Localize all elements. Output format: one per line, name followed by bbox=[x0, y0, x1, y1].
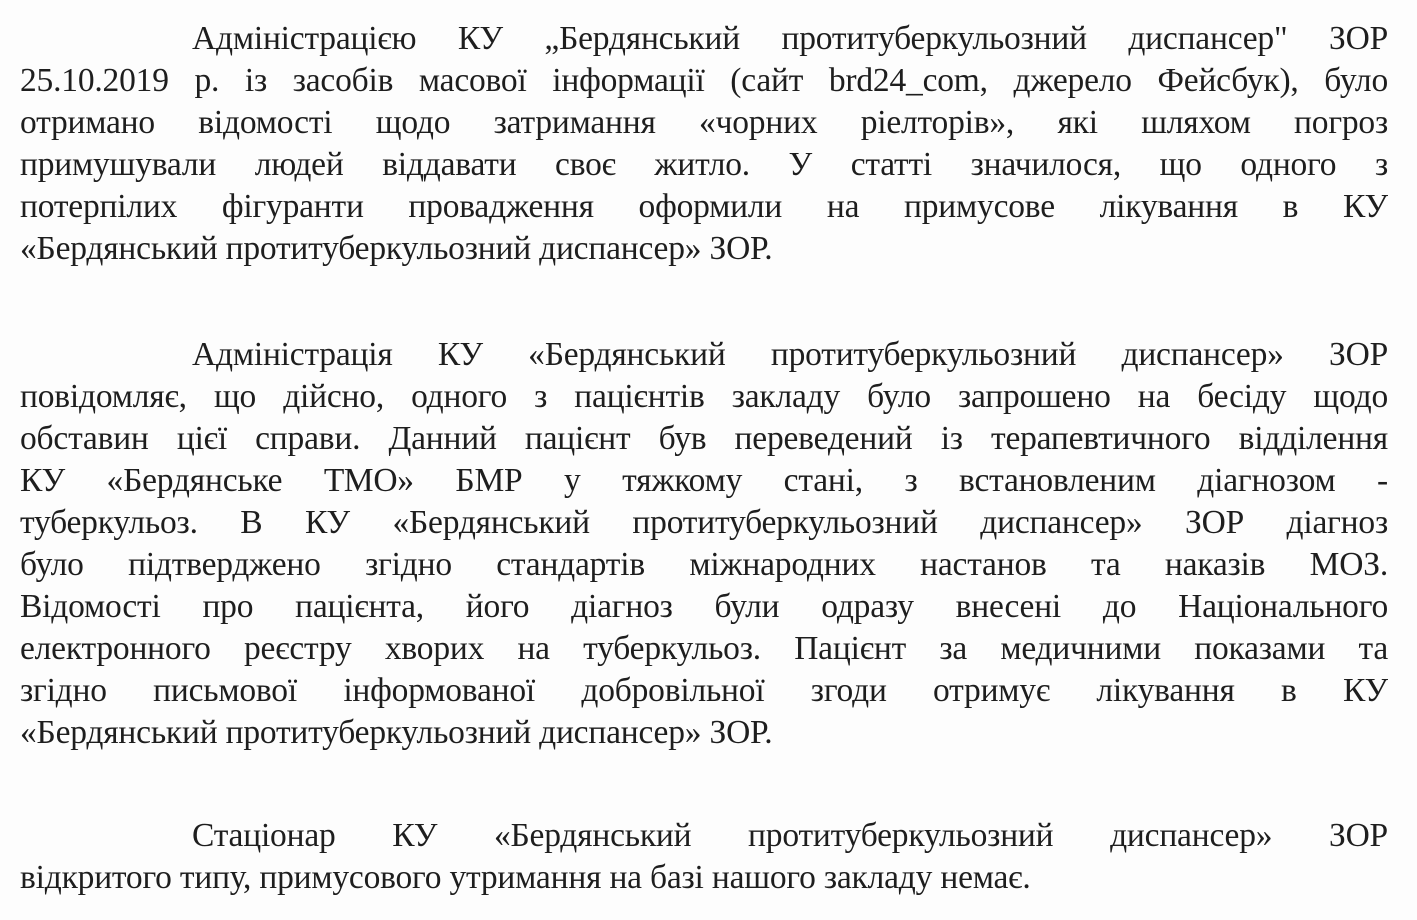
text-line: згідно письмової інформованої добровільної згоди отримує лікування в КУ bbox=[20, 672, 1388, 709]
text-line: Адміністрація КУ «Бердянський протитуберкульозний диспансер» ЗОР bbox=[192, 336, 1388, 373]
text-line: відкритого типу, примусового утримання на базі нашого закладу немає. bbox=[20, 859, 1031, 896]
paragraph-3 bbox=[20, 815, 1388, 899]
paragraph-2 bbox=[20, 334, 1388, 754]
text-line: потерпілих фігуранти провадження оформили на примусове лікування в КУ bbox=[20, 188, 1388, 225]
text-line: обставин цієї справи. Данний пацієнт був переведений із терапевтичного відділення bbox=[20, 420, 1388, 457]
text-line: примушували людей віддавати своє житло. У статті значилося, що одного з bbox=[20, 146, 1388, 183]
paragraph-1 bbox=[20, 18, 1388, 270]
text-line: повідомляє, що дійсно, одного з пацієнтів закладу було запрошено на бесіду щодо bbox=[20, 378, 1388, 415]
text-line: було підтверджено згідно стандартів міжнародних настанов та наказів МОЗ. bbox=[20, 546, 1388, 583]
text-line: 25.10.2019 р. із засобів масової інформації (сайт brd24_com, джерело Фейсбук), було bbox=[20, 62, 1388, 99]
text-line: КУ «Бердянське ТМО» БМР у тяжкому стані, з встановленим діагнозом - bbox=[20, 462, 1388, 499]
text-line: Відомості про пацієнта, його діагноз були одразу внесені до Національного bbox=[20, 588, 1388, 625]
text-line: Адміністрацією КУ „Бердянський протитуберкульозний диспансер" ЗОР bbox=[192, 20, 1388, 57]
text-line: Стаціонар КУ «Бердянський протитуберкульозний диспансер» ЗОР bbox=[192, 817, 1388, 854]
text-line: отримано відомості щодо затримання «чорних ріелторів», які шляхом погроз bbox=[20, 104, 1388, 141]
text-line: електронного реєстру хворих на туберкульоз. Пацієнт за медичними показами та bbox=[20, 630, 1388, 667]
text-line: туберкульоз. В КУ «Бердянський протитуберкульозний диспансер» ЗОР діагноз bbox=[20, 504, 1388, 541]
text-line: «Бердянський протитуберкульозний диспансер» ЗОР. bbox=[20, 230, 773, 267]
text-line: «Бердянський протитуберкульозний диспансер» ЗОР. bbox=[20, 714, 773, 751]
